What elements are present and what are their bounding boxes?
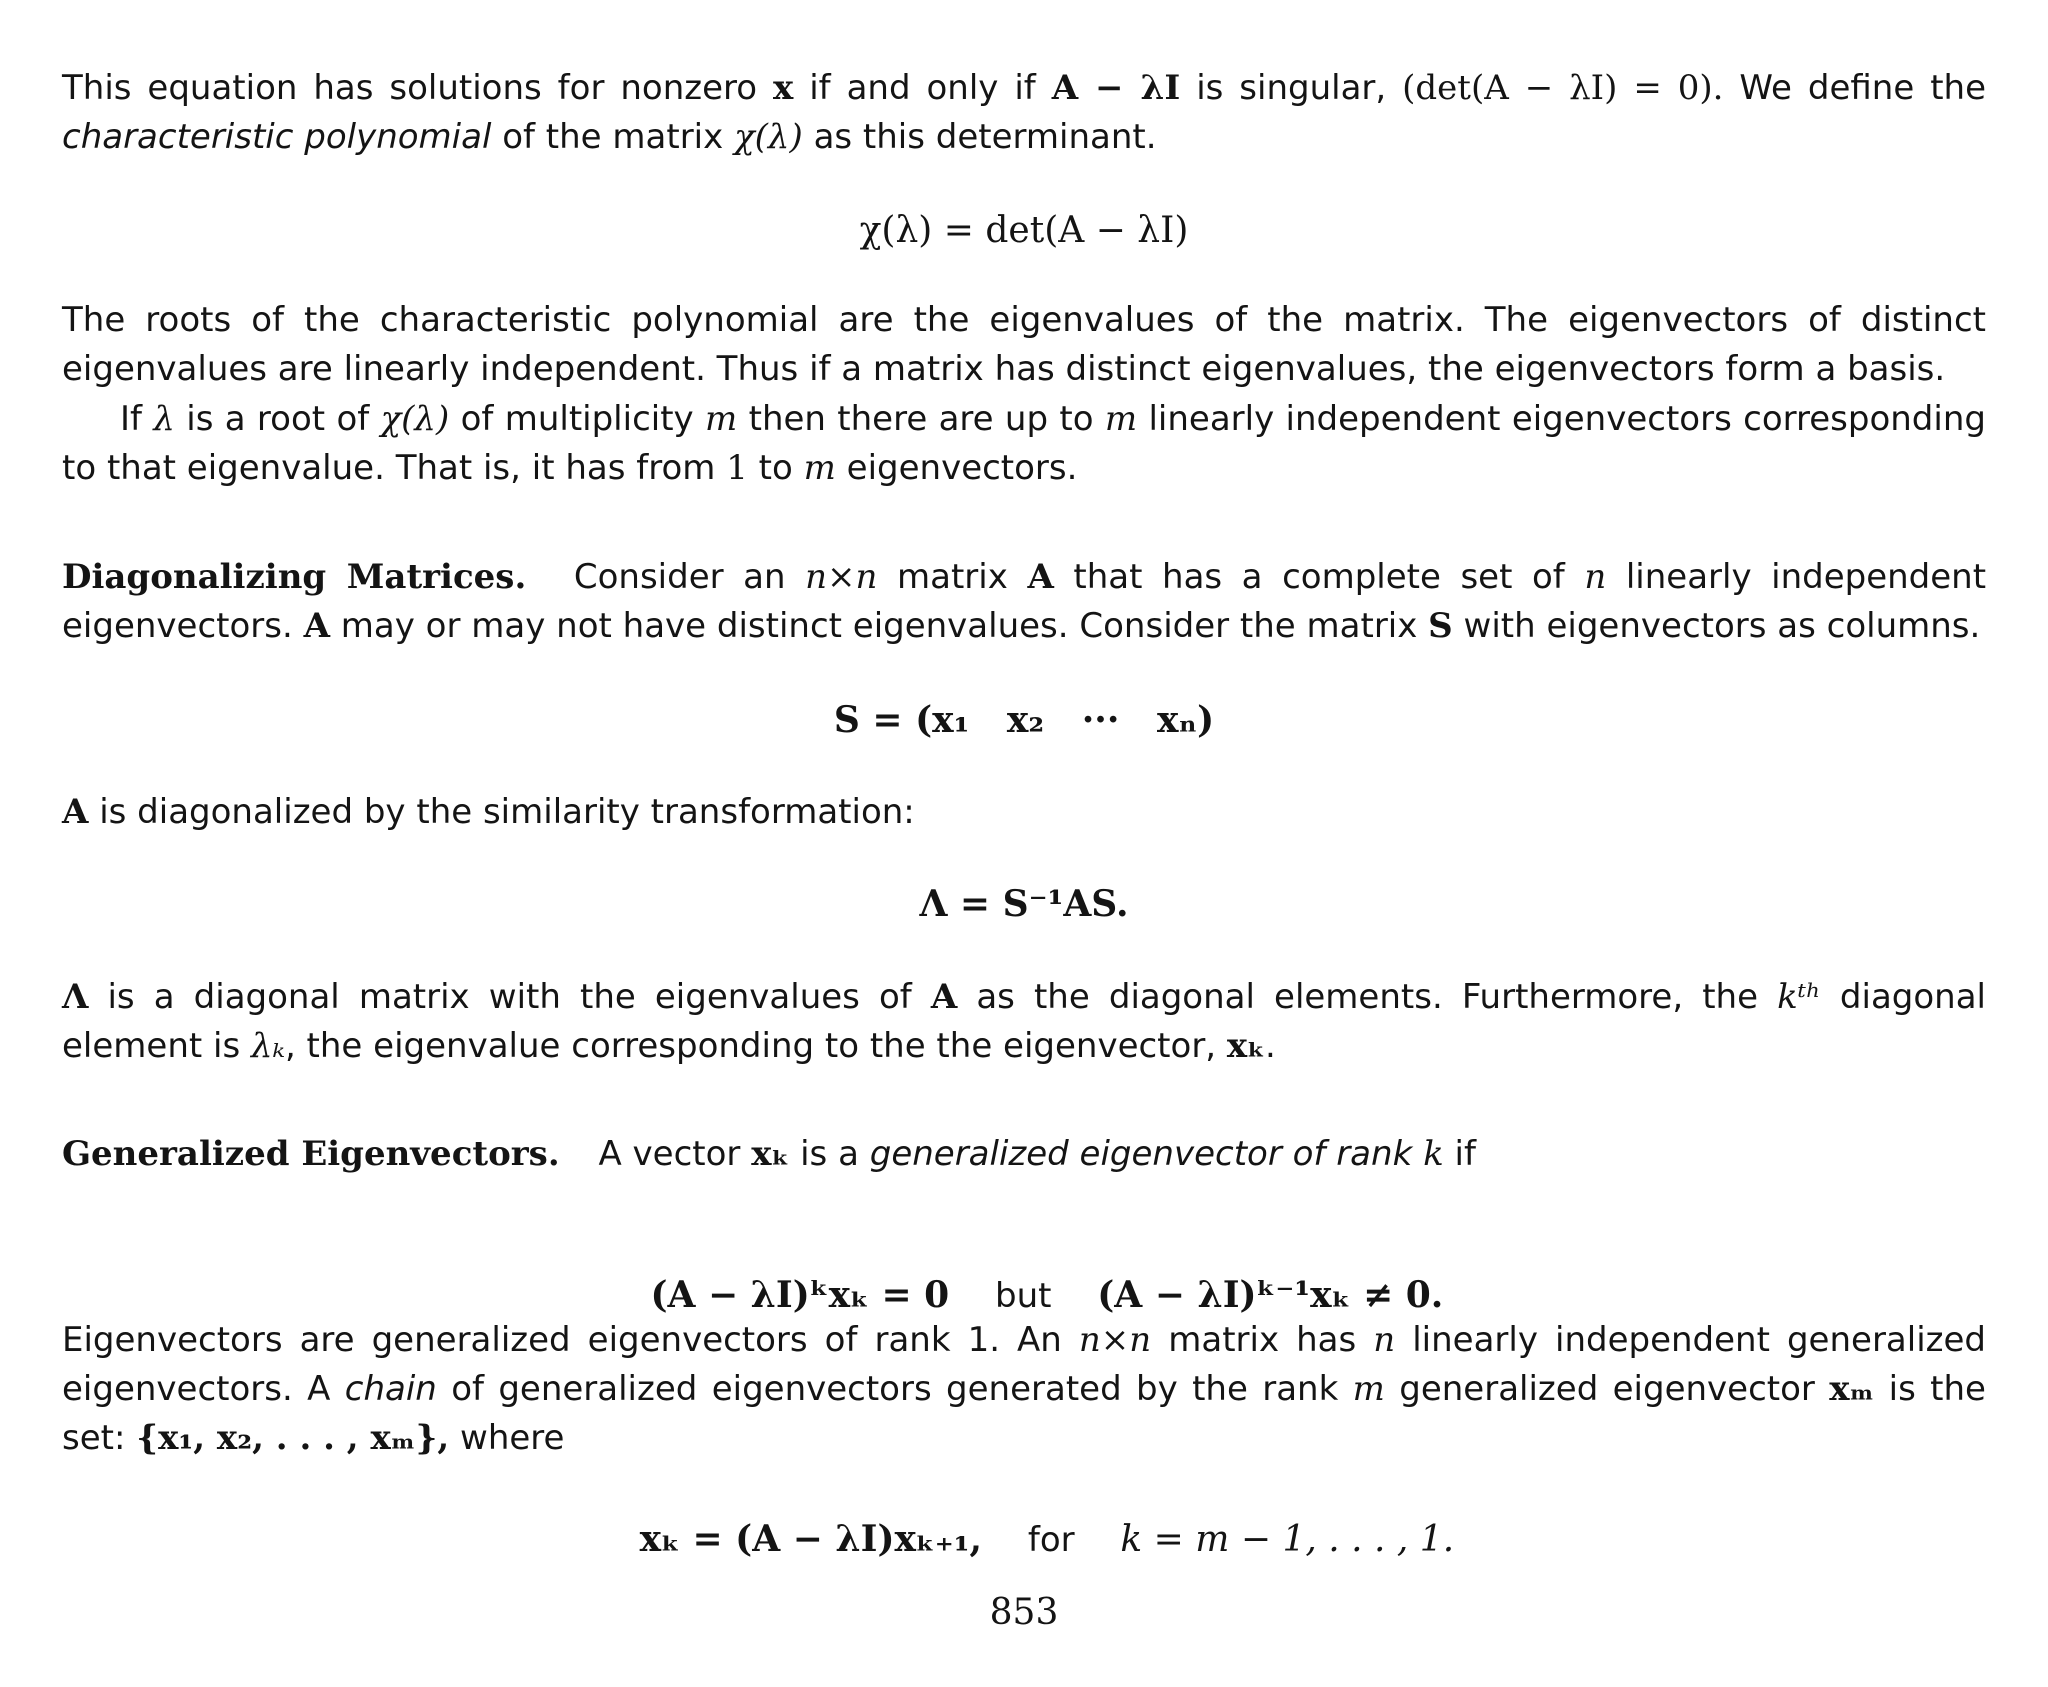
text: where	[460, 1418, 565, 1458]
text: diagonal element is	[62, 977, 1986, 1066]
text: This equation has solutions for nonzero	[62, 68, 758, 108]
paragraph-similarity	[62, 788, 1986, 837]
text: linearly independent generalized eigenvectors. A	[62, 1320, 1986, 1409]
math-m: m	[1352, 1369, 1385, 1409]
math-nxn: n×n	[805, 557, 878, 597]
math-lambda: λ	[153, 399, 175, 439]
text: If	[120, 399, 142, 439]
term-generalized-eigenvector: generalized eigenvector of rank	[869, 1134, 1413, 1174]
text: if	[1454, 1134, 1476, 1174]
math-A: A	[303, 606, 330, 646]
paragraph-singular	[62, 64, 1986, 162]
math-A: A	[930, 977, 958, 1017]
text: matrix has	[1168, 1320, 1357, 1360]
section-diagonalizing	[62, 553, 1986, 651]
text: as this determinant.	[813, 117, 1157, 157]
text: of multiplicity	[460, 399, 694, 439]
text: A vector	[598, 1134, 741, 1174]
math-x-m: xₘ	[1829, 1369, 1875, 1409]
math-A: A	[62, 792, 89, 832]
math-m: m	[803, 448, 836, 488]
math-expr: k = m − 1, . . . , 1.	[1120, 1519, 1455, 1560]
math-chi: χ(λ)	[734, 117, 803, 157]
math-chi: χ(λ)	[380, 399, 450, 439]
text: is a diagonal matrix with the eigenvalues of	[107, 977, 912, 1017]
math-Lambda: Λ	[62, 977, 89, 1017]
text: is diagonalized by the similarity transformation:	[99, 792, 915, 832]
text: of the matrix	[502, 117, 724, 157]
paragraph-roots: The roots of the characteristic polynomial are the eigenvalues of the matrix. The eigenvectors of distinct eigenvalues are linearly independent. Thus if a matrix has distinct eigenvalues, the eigenvectors form a basis.	[62, 300, 1986, 389]
math-x: x	[773, 68, 794, 108]
text: is singular,	[1196, 68, 1387, 108]
term-chain: chain	[344, 1369, 437, 1409]
equation-similarity: Λ = S⁻¹AS.	[919, 883, 1129, 925]
text: as the diagonal elements. Furthermore, the	[976, 977, 1759, 1017]
math-expr: (A − λI)ᵏ⁻¹xₖ ≠ 0.	[1097, 1274, 1444, 1316]
text: We define the	[1739, 68, 1986, 108]
math-k: k	[1423, 1134, 1444, 1174]
text: of generalized eigenvectors generated by the rank	[451, 1369, 1339, 1409]
section-generalized	[62, 1130, 1986, 1179]
math-m: m	[705, 399, 738, 439]
text: eigenvectors.	[846, 448, 1078, 488]
text: is the set:	[62, 1369, 1986, 1458]
text: but	[995, 1276, 1052, 1316]
text: is a root of	[186, 399, 370, 439]
math-A: A	[1027, 557, 1054, 597]
page-number: 853	[989, 1592, 1059, 1633]
text: if and only if	[809, 68, 1036, 108]
math-nxn: n×n	[1078, 1320, 1152, 1360]
math-one: 1	[726, 448, 748, 488]
text: for	[1027, 1520, 1075, 1560]
text: .	[1265, 1026, 1276, 1066]
paragraph-diagonal	[62, 973, 1986, 1071]
math-expr: xₖ = (A − λI)xₖ₊₁,	[639, 1518, 983, 1560]
text: that has a complete set of	[1073, 557, 1565, 597]
text: with eigenvectors as columns.	[1463, 606, 1981, 646]
text: to	[758, 448, 793, 488]
math-expr: (det(A − λI) = 0).	[1402, 68, 1724, 108]
section-heading: Diagonalizing Matrices.	[62, 557, 527, 597]
math-n: n	[1584, 557, 1607, 597]
equation-characteristic: χ(λ) = det(A − λI)	[859, 210, 1189, 251]
math-x-k: xₖ	[1226, 1026, 1265, 1066]
math-set: {x₁, x₂, . . . , xₘ},	[136, 1418, 450, 1458]
math-lambda-k: λₖ	[250, 1026, 285, 1066]
text: may or may not have distinct eigenvalues. Consider the matrix	[340, 606, 1418, 646]
section-heading: Generalized Eigenvectors.	[62, 1134, 560, 1174]
text: matrix	[897, 557, 1008, 597]
text: is a	[800, 1134, 859, 1174]
math-S: S	[1428, 606, 1453, 646]
paragraph-multiplicity	[62, 395, 1986, 493]
math-expr: (A − λI)ᵏxₖ = 0	[650, 1274, 950, 1316]
equation-S: S = (x₁ x₂ ··· xₙ)	[833, 699, 1215, 741]
text: linearly independent eigenvectors corresponding to that eigenvalue. That is, it has from	[62, 399, 1986, 488]
math-m: m	[1104, 399, 1138, 439]
text: generalized eigenvector	[1399, 1369, 1815, 1409]
math-expr: A − λI	[1051, 68, 1181, 108]
math-x-k: xₖ	[751, 1134, 790, 1174]
term-characteristic-polynomial: characteristic polynomial	[62, 117, 492, 157]
text: linearly independent eigenvectors.	[62, 557, 1987, 646]
math-n: n	[1373, 1320, 1396, 1360]
text: , the eigenvalue corresponding to the the eigenvector,	[284, 1026, 1217, 1066]
paragraph-chain	[62, 1316, 1986, 1463]
text: then there are up to	[748, 399, 1094, 439]
text: Consider an	[573, 557, 786, 597]
text: Eigenvectors are generalized eigenvectors of rank 1. An	[62, 1320, 1062, 1360]
math-kth: kᵗʰ	[1777, 977, 1821, 1017]
